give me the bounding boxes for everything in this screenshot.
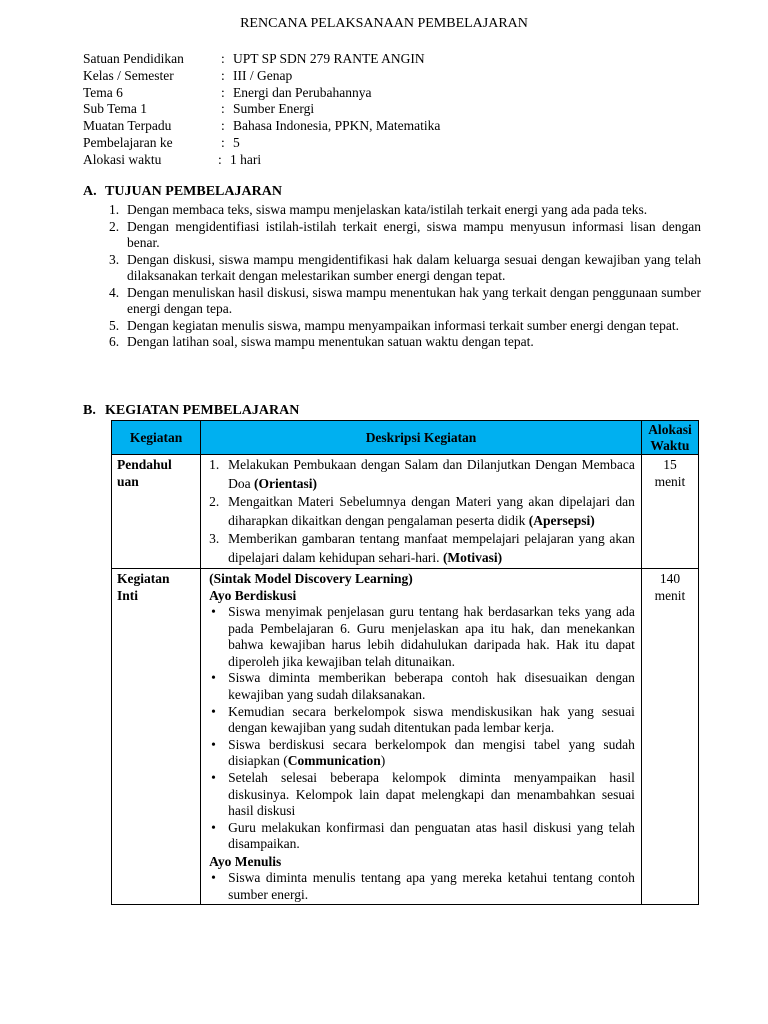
goal-item <box>109 202 701 219</box>
bullet-icon: • <box>211 604 216 619</box>
goal-text: Dengan kegiatan menulis siswa, mampu menyampaikan informasi terkait sumber energi dengan tepat. <box>127 317 679 333</box>
identity-value: UPT SP SDN 279 RANTE ANGIN <box>233 51 425 66</box>
identity-colon: : <box>221 67 225 83</box>
identity-row <box>83 101 643 118</box>
identity-label: Kelas / Semester <box>83 67 174 83</box>
identity-label: Tema 6 <box>83 84 123 100</box>
bullet-text: Siswa diminta memberikan beberapa contoh hak disesuaikan dengan kewajiban yang sudah dilaksanakan. <box>228 670 635 702</box>
identity-colon: : <box>218 151 222 167</box>
identity-label: Pembelajaran ke <box>83 134 173 150</box>
bullet-tail: ) <box>380 753 386 769</box>
desc-pendahuluan <box>201 455 642 569</box>
goal-text: Dengan membaca teks, siswa mampu menjelaskan kata/istilah terkait energi yang ada pada teks. <box>127 202 648 217</box>
bullet-icon: • <box>211 736 216 752</box>
section-a-letter: A. <box>83 184 97 199</box>
time-inti-label: 140 menit <box>654 571 686 603</box>
goal-number: 6. <box>109 334 120 349</box>
activity-bullet <box>209 604 635 670</box>
bullet-icon: • <box>211 869 216 885</box>
goal-text: Dengan mengidentifiasi istilah-istilah terkait energi, siswa mampu menyusun informasi lisan dengan benar. <box>127 218 701 250</box>
activity-bullet <box>209 820 635 853</box>
goal-text: Dengan diskusi, siswa mampu mengidentifikasi hak dalam keluarga sesuai dengan kewajiban yang telah dilaksanakan terkait dengan melestarikan sumber energi dengan tepat. <box>127 251 701 283</box>
step-number: 2. <box>209 494 220 509</box>
step-tag: (Apersepsi) <box>528 512 595 528</box>
bullet-text: Siswa menyimak penjelasan guru tentang hak berdasarkan teks yang ada pada Pembelajaran 6. Guru menjelaskan apa itu hak, dan menekankan bahwa kewajiban harus lebih didahulukan daripada hak. Hak itu dapat diperoleh jika kewajiban telah ditunaikan. <box>228 604 635 669</box>
identity-row <box>83 152 643 169</box>
inti-sub-ayo-menulis: Ayo Menulis <box>209 853 282 869</box>
goal-number: 3. <box>109 251 120 267</box>
identity-label: Sub Tema 1 <box>83 101 148 117</box>
table-row-inti <box>112 569 699 905</box>
section-b-heading <box>83 403 299 420</box>
identity-row <box>83 68 643 85</box>
menulis-list <box>209 870 635 903</box>
step-text: Mengaitkan Materi Sebelumnya dengan Materi yang akan dipelajari dan diharapkan dikaitkan dengan pengalaman peserta didik <box>228 494 635 528</box>
identity-row <box>83 51 643 68</box>
learning-goals-list <box>109 202 701 351</box>
identity-colon: : <box>221 101 225 117</box>
identity-value: III / Genap <box>233 67 293 83</box>
goal-number: 4. <box>109 284 120 300</box>
identity-value: Bahasa Indonesia, PPKN, Matematika <box>233 118 441 134</box>
step-tag: (Motivasi) <box>442 549 503 565</box>
activity-bullet <box>209 870 635 903</box>
bullet-icon: • <box>211 703 216 719</box>
bullet-icon: • <box>211 819 216 835</box>
goal-text: Dengan menuliskan hasil diskusi, siswa mampu menentukan hak yang terkait dengan penggunaan sumber energi dengan tepa. <box>127 284 701 316</box>
goal-text: Dengan latihan soal, siswa mampu menentukan satuan waktu dengan tepat. <box>127 334 534 349</box>
activity-bullet <box>209 704 635 737</box>
pendahuluan-steps <box>209 456 635 567</box>
goal-item <box>109 334 701 351</box>
bullet-text: Siswa diminta menulis tentang apa yang mereka ketahui tentang contoh sumber energi. <box>228 869 635 902</box>
identity-value: Energi dan Perubahannya <box>233 84 372 100</box>
time-pendahuluan-label: 15 menit <box>654 457 686 489</box>
goal-item <box>109 252 701 285</box>
identity-row <box>83 85 643 102</box>
step-tag: (Orientasi) <box>254 475 318 491</box>
activity-bullet <box>209 737 635 770</box>
identity-colon: : <box>221 84 225 100</box>
phase-pendahuluan <box>112 455 201 569</box>
goal-item <box>109 318 701 335</box>
desc-inti <box>201 569 642 905</box>
section-a-heading <box>83 184 282 201</box>
header-alokasi: Alokasi Waktu <box>641 421 698 455</box>
identity-block <box>83 51 643 169</box>
bullet-text: Siswa berdiskusi secara berkelompok dan mengisi tabel yang sudah disiapkan ( <box>228 736 635 769</box>
phase-pendahuluan-label: Pendahuluan <box>117 457 172 489</box>
goal-number: 5. <box>109 317 120 333</box>
identity-colon: : <box>221 134 225 150</box>
header-kegiatan: Kegiatan <box>112 421 201 455</box>
document-title: RENCANA PELAKSANAAN PEMBELAJARAN <box>240 16 528 31</box>
time-inti <box>641 569 698 905</box>
identity-row <box>83 118 643 135</box>
phase-inti <box>112 569 201 905</box>
goal-item <box>109 285 701 318</box>
time-pendahuluan <box>641 455 698 569</box>
berdiskusi-list <box>209 604 635 853</box>
step-text: Memberikan gambaran tentang manfaat mempelajari pelajaran yang akan dipelajari dalam kehidupan sehari-hari. <box>228 531 635 565</box>
goal-item <box>109 219 701 252</box>
bullet-text: Kemudian secara berkelompok siswa mendiskusikan hak yang sesuai dengan kewajiban yang sudah ditentukan pada lembar kerja. <box>228 703 635 736</box>
inti-sub-ayo-berdiskusi: Ayo Berdiskusi <box>209 588 297 603</box>
bullet-icon: • <box>211 670 216 686</box>
bullet-icon: • <box>211 769 216 785</box>
pendahuluan-step <box>209 530 635 567</box>
identity-row <box>83 135 643 152</box>
goal-number: 2. <box>109 218 120 234</box>
header-deskripsi: Deskripsi Kegiatan <box>201 421 642 455</box>
section-b-letter: B. <box>83 403 96 418</box>
step-text: Melakukan Pembukaan dengan Salam dan Dilanjutkan Dengan Membaca Doa <box>228 457 635 491</box>
step-number: 3. <box>209 531 220 546</box>
section-a-title: TUJUAN PEMBELAJARAN <box>105 184 282 199</box>
identity-label: Satuan Pendidikan <box>83 51 184 66</box>
section-b-title: KEGIATAN PEMBELAJARAN <box>105 403 300 418</box>
bullet-text: Guru melakukan konfirmasi dan penguatan atas hasil diskusi yang telah disampaikan. <box>228 819 635 852</box>
bullet-text: Setelah selesai beberapa kelompok diminta menyampaikan hasil diskusinya. Kelompok lain dapat melengkapi dan menambahkan sesuai hasil diskusi <box>228 769 635 819</box>
pendahuluan-step <box>209 456 635 493</box>
identity-label: Alokasi waktu <box>83 151 162 167</box>
activity-bullet <box>209 670 635 703</box>
identity-label: Muatan Terpadu <box>83 118 172 134</box>
identity-colon: : <box>221 118 225 134</box>
bullet-bold: Communication <box>287 753 381 769</box>
activities-table <box>111 420 699 905</box>
table-row-pendahuluan <box>112 455 699 569</box>
phase-inti-label: Kegiatan Inti <box>117 571 170 603</box>
identity-value: 5 <box>233 134 240 150</box>
identity-value: 1 hari <box>230 151 262 167</box>
inti-model: (Sintak Model Discovery Learning) <box>209 571 413 586</box>
identity-colon: : <box>221 51 225 66</box>
pendahuluan-step <box>209 493 635 530</box>
activity-bullet <box>209 770 635 820</box>
step-number: 1. <box>209 457 220 472</box>
goal-number: 1. <box>109 202 120 217</box>
identity-value: Sumber Energi <box>233 101 315 117</box>
table-header-row <box>112 421 699 455</box>
